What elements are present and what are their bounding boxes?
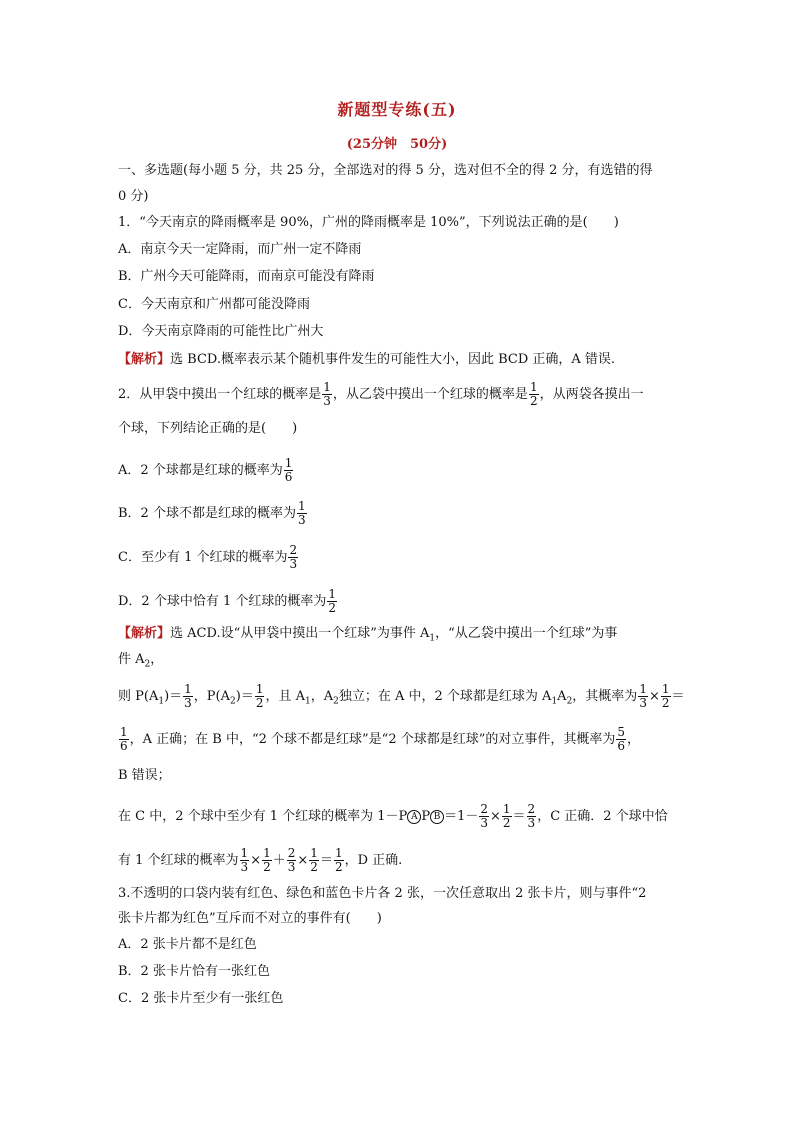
analysis-text: ，D 正确. — [344, 853, 403, 868]
analysis-text: 件 A — [118, 652, 145, 667]
fraction — [287, 847, 297, 874]
q2-analysis-line2 — [118, 651, 163, 674]
q2-stem-part: 2．从甲袋中摸出一个红球的概率是 — [118, 387, 322, 402]
numerator: 1 — [639, 682, 647, 696]
analysis-text: P — [421, 809, 431, 824]
denominator: 3 — [480, 816, 488, 830]
denominator: 3 — [287, 860, 296, 874]
page-subtitle: (25分钟 50分) — [346, 137, 448, 152]
analysis-text: ，C 正确．2 个球中恰 — [537, 809, 668, 824]
denominator: 3 — [297, 513, 306, 527]
numerator: 1 — [323, 380, 331, 394]
denominator: 3 — [240, 860, 249, 874]
equals-sign: ＝ — [512, 809, 526, 824]
q2-stem-part: ，从两袋各摸出一 — [539, 387, 644, 402]
q2-stem — [118, 381, 644, 408]
option-text: B．2 个球不都是红球的概率为 — [118, 506, 296, 521]
numerator: 1 — [240, 846, 249, 860]
analysis-text: ＝1－ — [444, 809, 479, 824]
section-heading-cont: 0 分) — [118, 189, 149, 204]
q1-option-d: D．今天南京降雨的可能性比广州大 — [118, 324, 324, 339]
fraction — [479, 803, 489, 830]
analysis-text: )＝ — [164, 689, 183, 704]
circled-b-icon: B — [430, 810, 444, 824]
option-text: C．至少有 1 个红球的概率为 — [118, 550, 288, 565]
numerator: 1 — [661, 682, 670, 696]
denominator: 2 — [255, 696, 264, 710]
analysis-text: ，A 正确；在 B 中，“2 个球不都是红球”是“2 个球都是红球”的对立事件，其概率为 — [129, 732, 616, 747]
denominator: 3 — [289, 557, 298, 571]
analysis-text: ，P(A — [193, 689, 231, 704]
numerator: 1 — [328, 587, 337, 601]
denominator: 6 — [284, 470, 293, 484]
q2-option-a — [118, 457, 294, 484]
q1-stem: 1．“今天南京的降雨概率是 90%，广州的降雨概率是 10%”，下列说法正确的是( ) — [118, 215, 619, 230]
fraction — [661, 683, 671, 710]
fraction — [322, 381, 332, 408]
equals-sign: ＝ — [319, 853, 333, 868]
analysis-text: 在 C 中，2 个球中至少有 1 个红球的概率为 1－P — [118, 809, 408, 824]
analysis-text: ，且 A — [265, 689, 305, 704]
numerator: 2 — [287, 846, 296, 860]
subscript: 1 — [429, 633, 436, 644]
q2-stem-cont: 个球，下列结论正确的是( ) — [118, 421, 298, 436]
fraction — [309, 847, 319, 874]
analysis-text: ，其概率为 — [572, 689, 638, 704]
fraction — [288, 544, 298, 571]
denominator: 2 — [502, 816, 511, 830]
denominator: 2 — [310, 860, 318, 874]
page-title: 新题型专练(五) — [337, 100, 457, 119]
denominator: 3 — [323, 394, 331, 408]
analysis-text: 选 ACD.设“从甲袋中摸出一个红球”为事件 A — [170, 626, 430, 641]
q1-option-c: C．今天南京和广州都可能没降雨 — [118, 297, 310, 312]
fraction — [255, 683, 265, 710]
subscript: 1 — [305, 696, 311, 707]
denominator: 2 — [529, 394, 538, 408]
numerator: 1 — [334, 846, 343, 860]
denominator: 2 — [328, 601, 337, 615]
denominator: 3 — [639, 696, 647, 710]
q1-analysis-text: 选 BCD.概率表示某个随机事件发生的可能性大小，因此 BCD 正确，A 错误. — [170, 352, 616, 367]
subscript: 2 — [230, 696, 236, 707]
q1-analysis — [118, 351, 615, 369]
equals-sign: ＝ — [671, 689, 685, 704]
analysis-text: ，A — [310, 689, 334, 704]
q1-option-b: B．广州今天可能降雨，而南京可能没有降雨 — [118, 269, 375, 284]
fraction — [284, 457, 294, 484]
denominator: 3 — [527, 816, 536, 830]
fraction — [502, 803, 512, 830]
q2-analysis-line1 — [118, 625, 617, 648]
option-text: A．2 个球都是红球的概率为 — [118, 463, 283, 478]
q3-option-a: A．2 张卡片都不是红色 — [118, 937, 257, 952]
denominator: 6 — [617, 739, 626, 753]
subscript: 2 — [566, 696, 573, 707]
numerator: 2 — [527, 802, 536, 816]
fraction — [638, 683, 648, 710]
analysis-text: 则 P(A — [118, 689, 159, 704]
numerator: 1 — [184, 682, 192, 696]
fraction — [262, 847, 272, 874]
q2-analysis-line5: B 错误； — [118, 768, 171, 783]
fraction — [334, 847, 344, 874]
fraction — [240, 847, 250, 874]
times-sign: × — [250, 853, 262, 868]
fraction — [527, 803, 537, 830]
q2-option-c — [118, 544, 299, 571]
fraction — [616, 726, 626, 753]
fraction — [529, 381, 539, 408]
numerator: 2 — [289, 543, 298, 557]
analysis-text: ，“从乙袋中摸出一个红球”为事 — [435, 626, 618, 641]
numerator: 1 — [310, 846, 318, 860]
q3-option-b: B．2 张卡片恰有一张红色 — [118, 964, 270, 979]
denominator: 2 — [661, 696, 670, 710]
times-sign: × — [297, 853, 309, 868]
circled-a-icon: A — [407, 810, 421, 824]
comma: ， — [627, 732, 641, 747]
fraction — [327, 588, 337, 615]
q1-option-a: A．南京今天一定降雨，而广州一定不降雨 — [118, 242, 362, 257]
option-text: D．2 个球中恰有 1 个红球的概率为 — [118, 594, 327, 609]
numerator: 1 — [297, 499, 306, 513]
numerator: 5 — [617, 725, 626, 739]
subscript: 1 — [551, 696, 558, 707]
q3-option-c: C．2 张卡片至少有一张红色 — [118, 991, 284, 1006]
q2-analysis-line7 — [118, 847, 402, 874]
subscript: 2 — [144, 659, 151, 670]
q3-stem: 3.不透明的口袋内装有红色、绿色和蓝色卡片各 2 张，一次任意取出 2 张卡片，则与事件“2 — [118, 886, 647, 901]
q2-analysis-line3 — [118, 683, 685, 711]
denominator: 6 — [120, 739, 128, 753]
numerator: 1 — [255, 682, 264, 696]
fraction — [183, 683, 193, 710]
numerator: 1 — [263, 846, 271, 860]
comma: ， — [150, 652, 164, 667]
q2-stem-part: ，从乙袋中摸出一个红球的概率是 — [332, 387, 528, 402]
denominator: 2 — [263, 860, 271, 874]
times-sign: × — [489, 809, 501, 824]
analysis-tag: 【解析】 — [118, 352, 171, 367]
analysis-tag: 【解析】 — [118, 626, 171, 641]
analysis-text: 独立；在 A 中，2 个球都是红球为 A — [338, 689, 552, 704]
numerator: 2 — [480, 802, 488, 816]
numerator: 1 — [502, 802, 511, 816]
q2-analysis-line4 — [118, 726, 640, 753]
times-sign: × — [648, 689, 660, 704]
analysis-text: 有 1 个红球的概率为 — [118, 853, 239, 868]
q2-analysis-line6 — [118, 803, 668, 830]
fraction — [119, 726, 129, 753]
q3-stem-cont: 张卡片都为红色”互斥而不对立的事件有( ) — [118, 911, 382, 926]
q2-option-d — [118, 588, 338, 615]
q2-option-b — [118, 500, 308, 527]
fraction — [297, 500, 307, 527]
analysis-text: )＝ — [235, 689, 254, 704]
section-heading: 一、多选题(每小题 5 分，共 25 分，全部选对的得 5 分，选对但不全的得 2 分，有选错的得 — [118, 163, 653, 178]
numerator: 1 — [120, 725, 128, 739]
numerator: 1 — [284, 456, 293, 470]
numerator: 1 — [529, 380, 538, 394]
plus-sign: ＋ — [272, 853, 286, 868]
analysis-text: A — [557, 689, 567, 704]
denominator: 3 — [184, 696, 192, 710]
subscript: 1 — [158, 696, 165, 707]
denominator: 2 — [334, 860, 343, 874]
subscript: 2 — [333, 696, 339, 707]
